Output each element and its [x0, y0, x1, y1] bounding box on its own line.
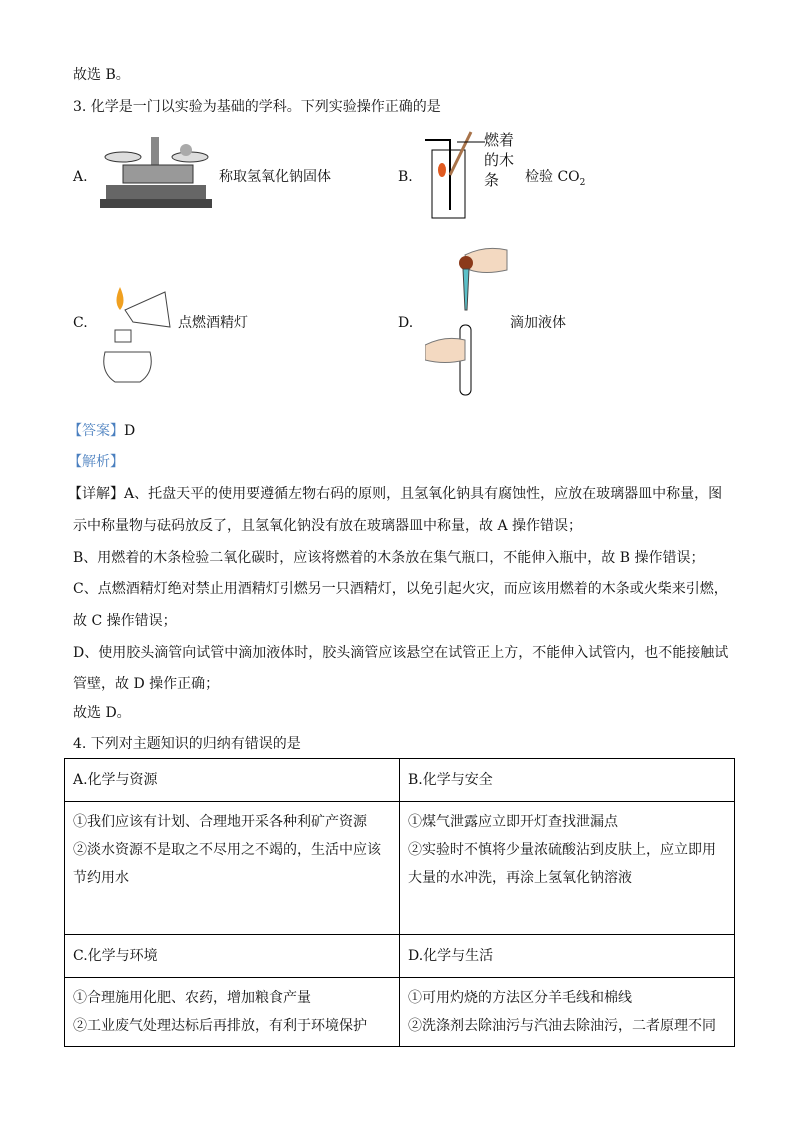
- cell-item: ②实验时不慎将少量浓硫酸沾到皮肤上，应立即用大量的水冲洗，再涂上氢氧化钠溶液: [408, 842, 716, 886]
- detail-line: 示中称量物与砝码放反了，且氢氧化钠没有放在玻璃器皿中称量，故 A 操作错误；: [73, 518, 583, 534]
- cell-item: ①可用灼烧的方法区分羊毛线和棉线: [408, 990, 632, 1006]
- option-a-letter: A.: [73, 169, 88, 185]
- answer-label: 【答案】: [68, 423, 124, 439]
- table-row: [65, 802, 735, 935]
- answer-value: D: [124, 423, 136, 439]
- option-c-letter: C.: [73, 315, 88, 331]
- table-cell: B.化学与安全: [400, 759, 735, 802]
- q4-table: [64, 758, 735, 1047]
- table-cell: [65, 978, 400, 1047]
- cell-item: ②工业废气处理达标后再排放，有利于环境保护: [73, 1018, 367, 1034]
- dropper-figure: [425, 245, 510, 400]
- detail-line: 【详解】A、托盘天平的使用要遵循左物右码的原则，且氢氧化钠具有腐蚀性，应放在玻璃器皿中称量，图: [68, 486, 723, 502]
- cell-item: ①合理施用化肥、农药，增加粮食产量: [73, 990, 311, 1006]
- answer-line: [68, 422, 135, 440]
- detail-line: 管壁，故 D 操作正确；: [73, 676, 220, 692]
- option-d-letter: D.: [398, 315, 414, 331]
- analysis-label: 【解析】: [68, 454, 124, 470]
- table-cell: C.化学与环境: [65, 935, 400, 978]
- table-row: [65, 759, 735, 802]
- burning-stick-label: [484, 130, 514, 190]
- detail-line: C、点燃酒精灯绝对禁止用酒精灯引燃另一只酒精灯，以免引起火灾，而应该用燃着的木条或火柴来引燃，: [73, 581, 728, 597]
- balance-figure: [98, 135, 213, 211]
- q3-stem: 3. 化学是一门以实验为基础的学科。下列实验操作正确的是: [73, 99, 441, 115]
- option-a-text: 称取氢氧化钠固体: [219, 169, 331, 185]
- table-cell: [400, 802, 735, 935]
- q4-stem: 4. 下列对主题知识的归纳有错误的是: [73, 736, 301, 752]
- label-line: 的木: [484, 151, 515, 169]
- option-b-letter: B.: [398, 169, 413, 185]
- cell-item: ②淡水资源不是取之不尽用之不竭的，生活中应该节约用水: [73, 842, 381, 886]
- label-line: 条: [484, 171, 500, 189]
- option-b-main: 检验 CO: [525, 169, 580, 185]
- option-d-text: 滴加液体: [510, 315, 566, 331]
- option-c-text: 点燃酒精灯: [178, 315, 248, 331]
- table-cell: D.化学与生活: [400, 935, 735, 978]
- detail-line: D、使用胶头滴管向试管中滴加液体时，胶头滴管应该悬空在试管正上方，不能伸入试管内，也不能接触试: [73, 645, 729, 661]
- detail-line: 故选 D。: [73, 705, 131, 721]
- table-cell: A.化学与资源: [65, 759, 400, 802]
- table-row: [65, 978, 735, 1047]
- table-row: [65, 935, 735, 978]
- alcohol-lamp-figure: [95, 282, 175, 387]
- table-cell: [400, 978, 735, 1047]
- prev-conclusion: 故选 B。: [73, 67, 130, 83]
- option-b-text: [525, 168, 585, 192]
- cell-item: ①我们应该有计划、合理地开采各种利矿产资源: [73, 814, 367, 830]
- cell-item: ②洗涤剂去除油污与汽油去除油污，二者原理不同: [408, 1018, 716, 1034]
- option-b-sub: 2: [579, 177, 586, 188]
- label-line: 燃着: [484, 131, 515, 149]
- detail-line: B、用燃着的木条检验二氧化碳时，应该将燃着的木条放在集气瓶口，不能伸入瓶中，故 B 操作错误；: [73, 550, 705, 566]
- detail-line: 故 C 操作错误；: [73, 613, 177, 629]
- gas-bottle-figure: [425, 130, 485, 220]
- table-cell: [65, 802, 400, 935]
- cell-item: ①煤气泄露应立即开灯查找泄漏点: [408, 814, 618, 830]
